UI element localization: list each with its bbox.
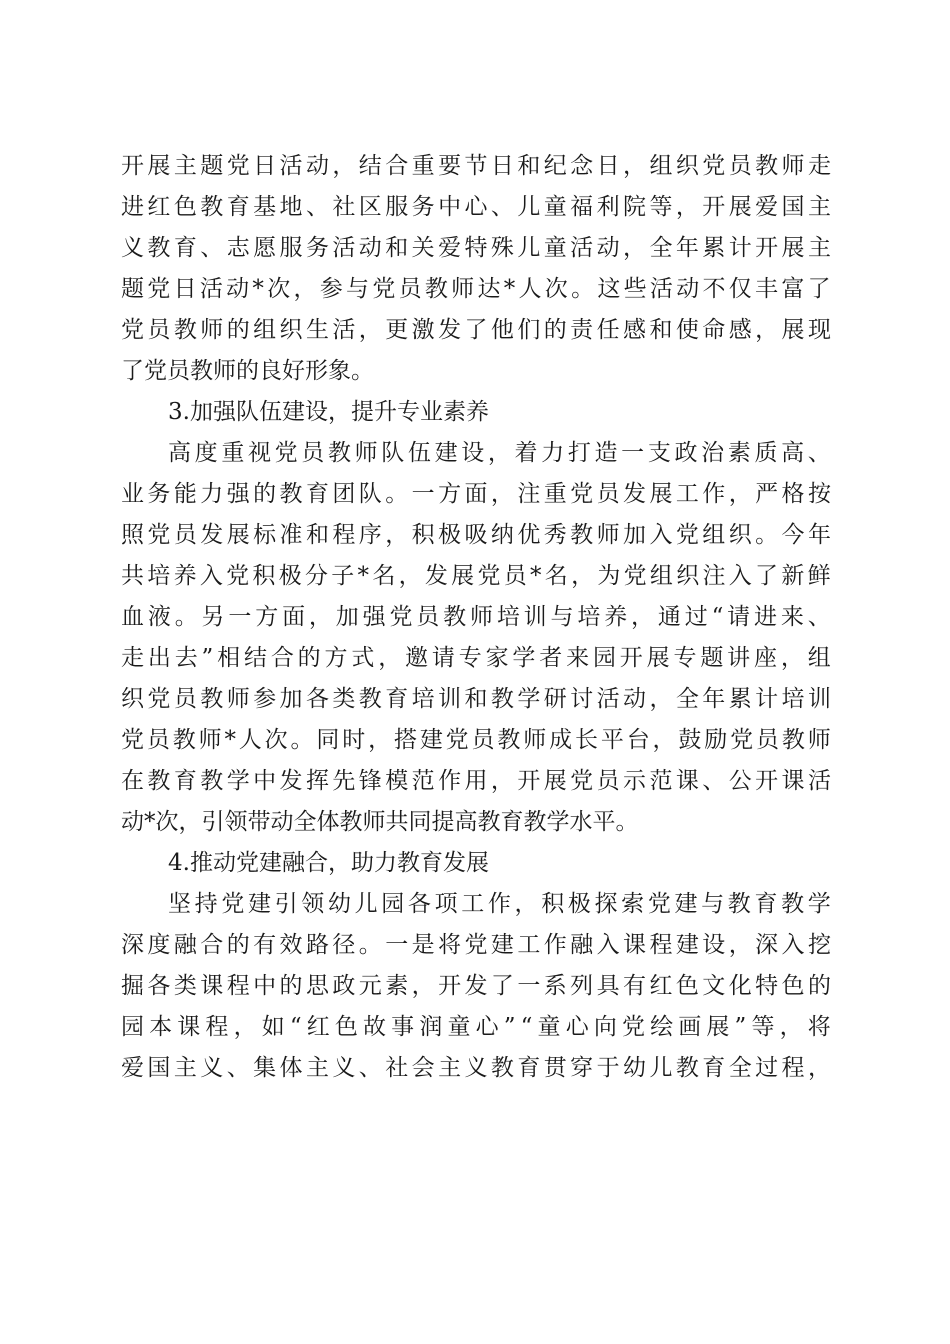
text-line: 园 本 课 程 ， 如 “ 红 色 故 事 润 童 心 ” “ 童 心 向 党 绘 画 展 ” 等 ， 将 bbox=[121, 1014, 831, 1040]
text-line: 业 务 能 力 强 的 教 育 团 队 。 一 方 面 ， 注 重 党 员 发 展 工 作 ， 严 格 按 bbox=[121, 481, 831, 507]
text-line: 走 出 去 ” 相 结 合 的 方 式 ， 邀 请 专 家 学 者 来 园 开 展 专 题 讲 座 ， 组 bbox=[121, 645, 831, 671]
text-line: 坚 持 党 建 引 领 幼 儿 园 各 项 工 作 ， 积 极 探 索 党 建 与 教 育 教 学 bbox=[168, 891, 831, 917]
text-line: 开 展 主 题 党 日 活 动 ， 结 合 重 要 节 日 和 纪 念 日 ， 组 织 党 员 教 师 走 bbox=[121, 153, 831, 179]
text-line: 高 度 重 视 党 员 教 师 队 伍 建 设 ， 着 力 打 造 一 支 政 治 素 质 高 、 bbox=[168, 440, 831, 466]
text-line: 掘 各 类 课 程 中 的 思 政 元 素 ， 开 发 了 一 系 列 具 有 红 色 文 化 特 色 的 bbox=[121, 973, 831, 999]
text-line: 共 培 养 入 党 积 极 分 子 * 名 ， 发 展 党 员 * 名 ， 为 党 组 织 注 入 了 新 鲜 bbox=[121, 563, 831, 589]
text-line: 织 党 员 教 师 参 加 各 类 教 育 培 训 和 教 学 研 讨 活 动 ， 全 年 累 计 培 训 bbox=[121, 686, 831, 712]
text-line: 照 党 员 发 展 标 准 和 程 序 ， 积 极 吸 纳 优 秀 教 师 加 入 党 组 织 。 今 年 bbox=[121, 522, 831, 548]
text-line: 题 党 日 活 动 * 次 ， 参 与 党 员 教 师 达 * 人 次 。 这 些 活 动 不 仅 丰 富 了 bbox=[121, 276, 831, 302]
text-line: 爱 国 主 义 、 集 体 主 义 、 社 会 主 义 教 育 贯 穿 于 幼 儿 教 育 全 过 程 ， bbox=[121, 1055, 831, 1081]
section-heading-3: 3.加强队伍建设，提升专业素养 bbox=[168, 399, 489, 425]
text-line: 党 员 教 师 * 人 次 。 同 时 ， 搭 建 党 员 教 师 成 长 平 台 ， 鼓 励 党 员 教 师 bbox=[121, 727, 831, 753]
text-line: 在 教 育 教 学 中 发 挥 先 锋 模 范 作 用 ， 开 展 党 员 示 范 课 、 公 开 课 活 bbox=[121, 768, 831, 794]
text-line: 义 教 育 、 志 愿 服 务 活 动 和 关 爱 特 殊 儿 童 活 动 ， 全 年 累 计 开 展 主 bbox=[121, 235, 831, 261]
text-line: 进 红 色 教 育 基 地 、 社 区 服 务 中 心 、 儿 童 福 利 院 等 ， 开 展 爱 国 主 bbox=[121, 194, 831, 220]
text-line: 动*次，引领带动全体教师共同提高教育教学水平。 bbox=[121, 809, 639, 835]
text-line: 了党员教师的良好形象。 bbox=[121, 358, 374, 384]
text-line: 深 度 融 合 的 有 效 路 径 。 一 是 将 党 建 工 作 融 入 课 程 建 设 ， 深 入 挖 bbox=[121, 932, 831, 958]
text-line: 血 液 。 另 一 方 面 ， 加 强 党 员 教 师 培 训 与 培 养 ， 通 过 “ 请 进 来 、 bbox=[121, 604, 831, 630]
text-line: 党 员 教 师 的 组 织 生 活 ， 更 激 发 了 他 们 的 责 任 感 和 使 命 感 ， 展 现 bbox=[121, 317, 831, 343]
document-body bbox=[121, 146, 831, 1089]
section-heading-4: 4.推动党建融合，助力教育发展 bbox=[168, 850, 489, 876]
